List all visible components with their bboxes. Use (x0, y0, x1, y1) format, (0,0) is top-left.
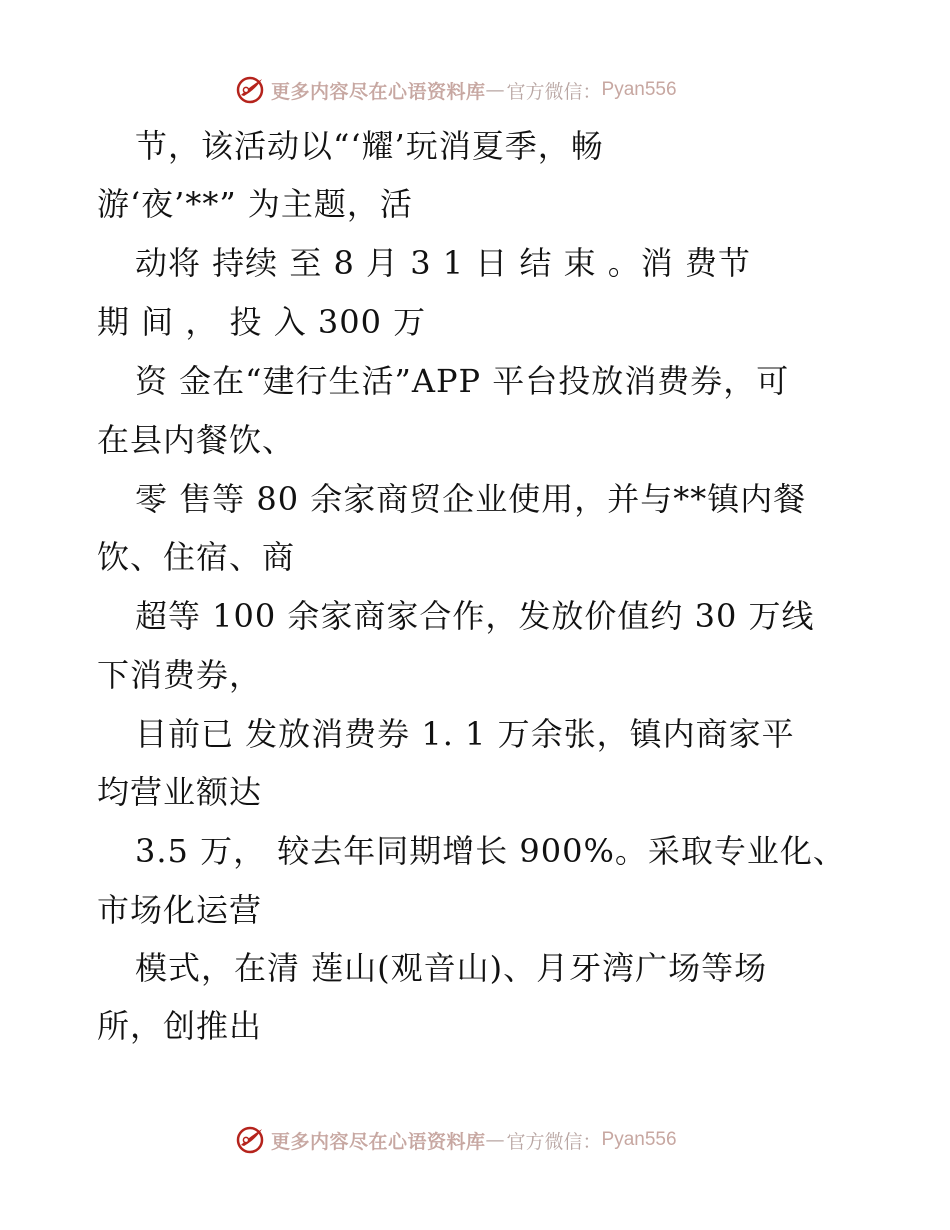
body-line: 资 金在“建行生活”APP 平台投放消费券，可 (135, 362, 790, 400)
body-line: 零 售等 80 余家商贸企业使用，并与**镇内餐 (135, 480, 807, 518)
quill-logo-icon (235, 1125, 265, 1155)
body-line: 模式，在清 莲山(观音山)、月牙湾广场等场 (135, 949, 768, 987)
body-line: 均营业额达 (97, 773, 263, 811)
footer-banner (235, 1122, 677, 1158)
header-banner (235, 72, 677, 108)
body-line: 游‘夜’**” 为主题，活 (97, 185, 413, 223)
banner-wechat-id: Pyan556 (601, 1129, 677, 1150)
banner-wechat-label: 官方微信： (506, 1130, 602, 1153)
body-line: 在县内餐饮、 (97, 421, 296, 459)
body-line: 超等 100 余家商家合作，发放价值约 30 万线 (135, 597, 815, 635)
banner-wechat-id: Pyan556 (601, 79, 677, 100)
body-line: 所，创推出 (97, 1007, 263, 1045)
banner-title: 更多内容尽在心语资料库 (271, 1130, 486, 1153)
banner-separator: — (485, 79, 505, 101)
body-line: 动将 持续 至 8 月 3 1 日 结 束 。消 费节 (135, 244, 751, 282)
body-line: 饮、住宿、商 (97, 538, 296, 576)
body-line: 期 间 ， 投 入 300 万 (97, 303, 427, 341)
body-line: 节，该活动以“‘耀’玩消夏季，畅 (135, 127, 604, 165)
body-line: 目前已 发放消费券 1. 1 万余张，镇内商家平 (135, 715, 795, 753)
body-line: 3.5 万， 较去年同期增长 900%。采取专业化、 (135, 832, 846, 870)
body-line: 市场化运营 (97, 891, 263, 929)
banner-wechat-label: 官方微信： (506, 80, 602, 103)
body-line: 下消费券， (97, 656, 263, 694)
banner-title: 更多内容尽在心语资料库 (271, 80, 486, 103)
quill-logo-icon (235, 75, 265, 105)
banner-separator: — (485, 1129, 505, 1151)
